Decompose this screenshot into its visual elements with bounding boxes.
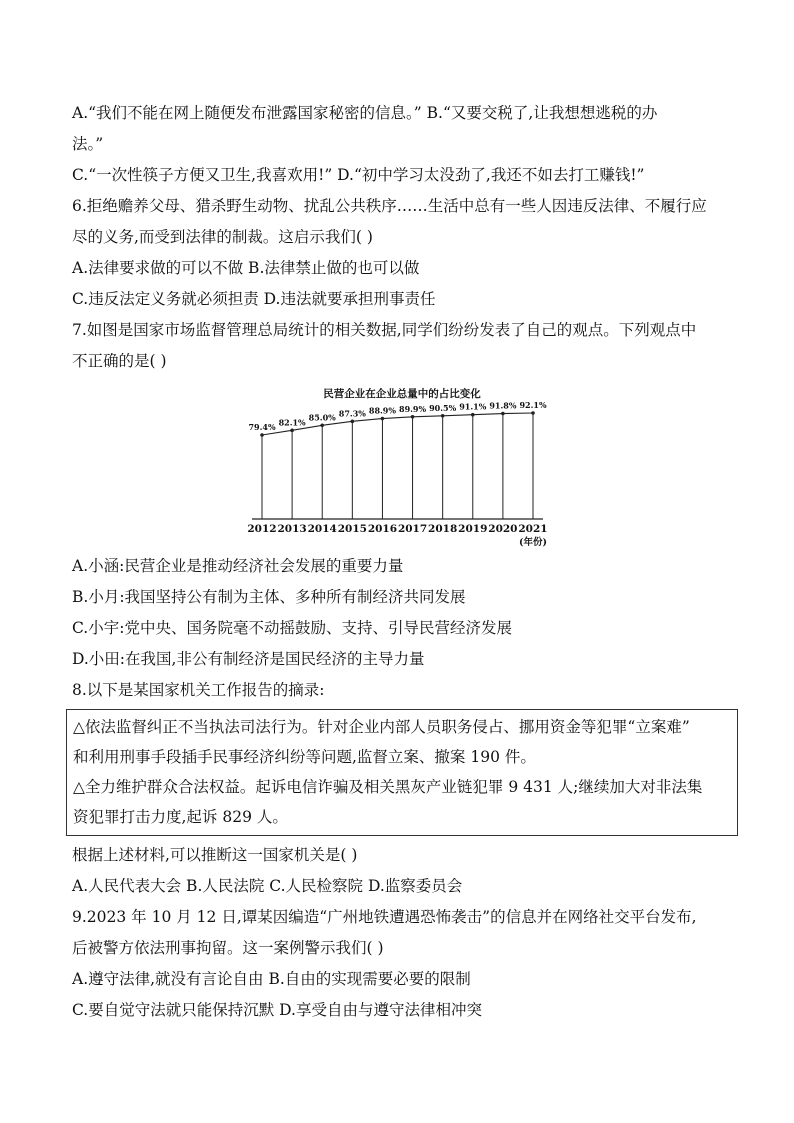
x-tick-label: 2018	[428, 523, 458, 535]
x-tick-label: 2019	[458, 523, 488, 535]
data-label: 85.0%	[308, 412, 336, 423]
data-label: 91.1%	[459, 401, 487, 412]
q8-stem: 8.以下是某国家机关工作报告的摘录:	[72, 681, 325, 699]
q5-options-line2: 法。”	[72, 135, 104, 153]
x-axis-label: (年份)	[519, 537, 547, 547]
q7-option-d: D.小田:在我国,非公有制经济是国民经济的主导力量	[72, 650, 425, 668]
data-label: 88.9%	[368, 405, 396, 416]
chart-svg	[72, 379, 732, 547]
q6-stem: 6.拒绝赡养父母、猎杀野生动物、扰乱公共秩序……生活中总有一些人因违反法律、不履行应	[72, 197, 707, 215]
q9-options-cd: C.要自觉守法就只能保持沉默 D.享受自由与遵守法律相冲突	[72, 1001, 482, 1019]
x-tick-label: 2020	[488, 523, 518, 535]
q9-stem-cont: 后被警方依法刑事拘留。这一案例警示我们( )	[72, 939, 384, 957]
x-tick-label: 2013	[277, 523, 307, 535]
x-tick-label: 2014	[307, 523, 337, 535]
report-line-1: △依法监督纠正不当执法司法行为。针对企业内部人员职务侵占、挪用资金等犯罪“立案难”	[73, 718, 690, 736]
q7-option-b: B.小月:我国坚持公有制为主体、多种所有制经济共同发展	[72, 588, 466, 606]
question-page	[72, 98, 732, 1026]
x-tick-label: 2015	[337, 523, 367, 535]
q7-option-c: C.小宇:党中央、国务院毫不动摇鼓励、支持、引导民营经济发展	[72, 619, 512, 637]
data-label: 79.4%	[248, 422, 276, 432]
data-point	[320, 423, 324, 427]
q9-stem: 9.2023 年 10 月 12 日,谭某因编造“广州地铁遭遇恐怖袭击”的信息并在网络社交平台发布,	[72, 908, 697, 926]
q9-options-ab: A.遵守法律,就没有言论自由 B.自由的实现需要必要的限制	[72, 970, 471, 988]
data-label: 92.1%	[519, 400, 547, 410]
private-enterprise-chart	[72, 379, 732, 547]
data-point	[531, 411, 535, 415]
data-label: 91.8%	[489, 400, 517, 411]
chart-title: 民营企业在企业总量中的占比变化	[323, 388, 481, 400]
report-line-3: △全力维护群众合法权益。起诉电信诈骗及相关黑灰产业链犯罪 9 431 人;继续加大对非法集	[73, 778, 703, 796]
data-label: 82.1%	[278, 417, 306, 428]
x-tick-label: 2012	[247, 523, 277, 535]
report-line-4: 资犯罪打击力度,起诉 829 人。	[73, 808, 288, 826]
q6-options-cd: C.违反法定义务就必须担责 D.违法就要承担刑事责任	[72, 290, 436, 308]
data-label: 87.3%	[338, 408, 366, 419]
q5-options-line1: A.“我们不能在网上随便发布泄露国家秘密的信息。” B.“又要交税了,让我想想逃税的办	[72, 104, 658, 122]
x-tick-label: 2017	[397, 523, 428, 535]
data-point	[471, 413, 475, 417]
data-label: 90.5%	[429, 402, 457, 413]
q7-stem: 7.如图是国家市场监督管理总局统计的相关数据,同学们纷纷发表了自己的观点。下列观点中	[72, 321, 697, 339]
q6-stem-cont: 尽的义务,而受到法律的制裁。这启示我们( )	[72, 228, 373, 246]
data-point	[290, 429, 294, 433]
q7-stem-cont: 不正确的是( )	[72, 352, 167, 370]
data-point	[351, 420, 355, 424]
data-point	[501, 412, 505, 416]
data-point	[381, 417, 385, 421]
q5-options-line3: C.“一次性筷子方便又卫生,我喜欢用!” D.“初中学习太没劲了,我还不如去打工赚钱!”	[72, 166, 645, 184]
q8-question: 根据上述材料,可以推断这一国家机关是( )	[72, 846, 358, 864]
report-excerpt-box	[66, 709, 738, 836]
data-point	[411, 415, 415, 419]
q6-options-ab: A.法律要求做的可以不做 B.法律禁止做的也可以做	[72, 259, 420, 277]
data-point	[260, 433, 264, 437]
report-line-2: 和利用刑事手段插手民事经济纠纷等问题,监督立案、撤案 190 件。	[73, 748, 536, 766]
x-tick-label: 2021	[518, 523, 548, 535]
x-tick-label: 2016	[367, 523, 398, 535]
q8-options: A.人民代表大会 B.人民法院 C.人民检察院 D.监察委员会	[72, 877, 463, 895]
data-point	[441, 414, 445, 418]
data-label: 89.9%	[399, 403, 427, 414]
q7-option-a: A.小涵:民营企业是推动经济社会发展的重要力量	[72, 557, 404, 575]
